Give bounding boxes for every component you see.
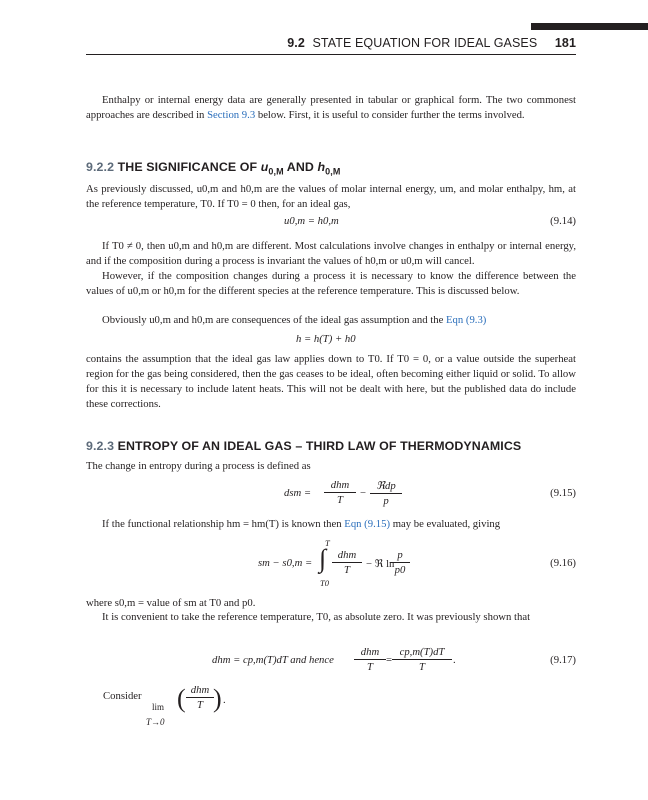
- left-paren: (: [177, 684, 186, 713]
- eq915-lhs: dsm =: [284, 487, 312, 499]
- eq917-equals: =: [386, 654, 393, 666]
- right-paren: ): [213, 684, 222, 713]
- paragraph-composition-change: However, if the composition changes during a process it is necessary to know the difference between the values of u0,m or h0,m for the different species at the reference temperature. This is discussed below.: [86, 270, 576, 297]
- consider-word: Consider: [103, 690, 142, 702]
- header-section-number: 9.2: [287, 36, 305, 50]
- eq916-minus-r-ln: − ℜ ln: [366, 558, 395, 570]
- eq915-fraction-rdp-over-p: ℜdp p: [370, 479, 402, 507]
- section-number: 9.2.2: [86, 160, 115, 174]
- lim-subscript: T→0: [146, 717, 165, 727]
- equation-9-14: [86, 215, 576, 233]
- paragraph-entropy-definition: The change in entropy during a process is defined as: [86, 460, 311, 472]
- section-number: 9.2.3: [86, 439, 115, 453]
- header-decoration-bar: [531, 23, 648, 30]
- section-9-3-link[interactable]: Section 9.3: [207, 109, 256, 121]
- consider-fraction-dh-over-t: dhm T: [186, 684, 214, 711]
- eq915-fraction-dh-over-t: dhm T: [324, 479, 356, 506]
- intro-paragraph: Enthalpy or internal energy data are generally presented in tabular or graphical form. The two commonest approaches are described in Section 9.3 below. First, it is useful to consider further the terms involved.: [86, 94, 576, 121]
- section-9-2-3-heading: [86, 439, 521, 453]
- eq915-minus: −: [360, 487, 367, 499]
- running-header: [287, 36, 576, 50]
- equation-9-14-body: u0,m = h0,m: [284, 215, 339, 227]
- eq916-fraction-p-over-p0: $\frac{p}{p0}$: [390, 549, 410, 576]
- eq917-period: .: [453, 654, 456, 666]
- paragraph-functional-relationship: If the functional relationship hm = hm(T) is known then Eqn (9.15) may be evaluated, giving: [102, 518, 501, 530]
- header-section-title: STATE EQUATION FOR IDEAL GASES: [312, 36, 538, 50]
- paragraph-t0-nonzero: If T0 ≠ 0, then u0,m and h0,m are different. Most calculations involve changes in enthalpy or internal energy, and if the composition during a process is invariant the values of h0,m or u0,m will cancel.: [86, 240, 576, 267]
- paragraph-molar-values: As previously discussed, u0,m and h0,m are the values of molar internal energy, um, and molar enthalpy, hm, at the reference temperature, T0. If T0 = 0 then, for an ideal gas,: [86, 183, 576, 210]
- paragraph-ideal-gas-consequence: Obviously u0,m and h0,m are consequences of the ideal gas assumption and the Eqn (9.3): [102, 314, 487, 326]
- equation-h-body: h = h(T) + h0: [296, 333, 356, 345]
- eq916-lhs: sm − s0,m =: [258, 557, 313, 569]
- page-number: 181: [554, 36, 576, 50]
- section-title: ENTROPY OF AN IDEAL GAS – THIRD LAW OF THERMODYNAMICS: [117, 439, 522, 453]
- eqn-9-15-link[interactable]: Eqn (9.15): [344, 518, 391, 530]
- section-title: THE SIGNIFICANCE OF $u_{0,M}$ AND $h_{0,M}$: [117, 160, 341, 177]
- equation-number: (9.17): [550, 654, 576, 666]
- integral-sign: ∫: [319, 544, 327, 573]
- paragraph-reference-temperature: It is convenient to take the reference temperature, T0, as absolute zero. It was previously shown that: [102, 611, 531, 623]
- equation-h: [86, 333, 576, 351]
- eq917-lhs: dhm = cp,m(T)dT and hence: [212, 654, 334, 666]
- eq916-lower-limit: T0: [320, 578, 329, 588]
- eq916-fraction-dh-over-t: dhm T: [332, 549, 362, 576]
- paragraph-where: where s0,m = value of sm at T0 and p0.: [86, 597, 256, 609]
- equation-number: (9.15): [550, 487, 576, 499]
- equation-number: (9.14): [550, 215, 576, 227]
- eqn-9-3-link[interactable]: Eqn (9.3): [446, 314, 487, 326]
- lim-operator: lim: [152, 702, 165, 712]
- header-rule: [86, 54, 576, 55]
- equation-number: (9.16): [550, 557, 576, 569]
- eq917-fraction-dh-over-t: dhm T: [354, 646, 386, 673]
- eq917-fraction-cp-over-t: $\frac{cp,m(T)dT}{T}$: [392, 646, 452, 673]
- paragraph-ideal-gas-law: contains the assumption that the ideal gas law applies down to T0. If T0 = 0, or a value outside the superheat region for the gas being considered, then the gas ceases to be ideal, often becoming either liquid or solid. To allow for this it is necessary to include latent heats. This will not be dealt with here, but the published data do include these corrections.: [86, 353, 576, 410]
- eq916-upper-limit: T: [325, 538, 330, 548]
- consider-period: .: [223, 694, 226, 706]
- section-9-2-2-heading: [86, 160, 340, 176]
